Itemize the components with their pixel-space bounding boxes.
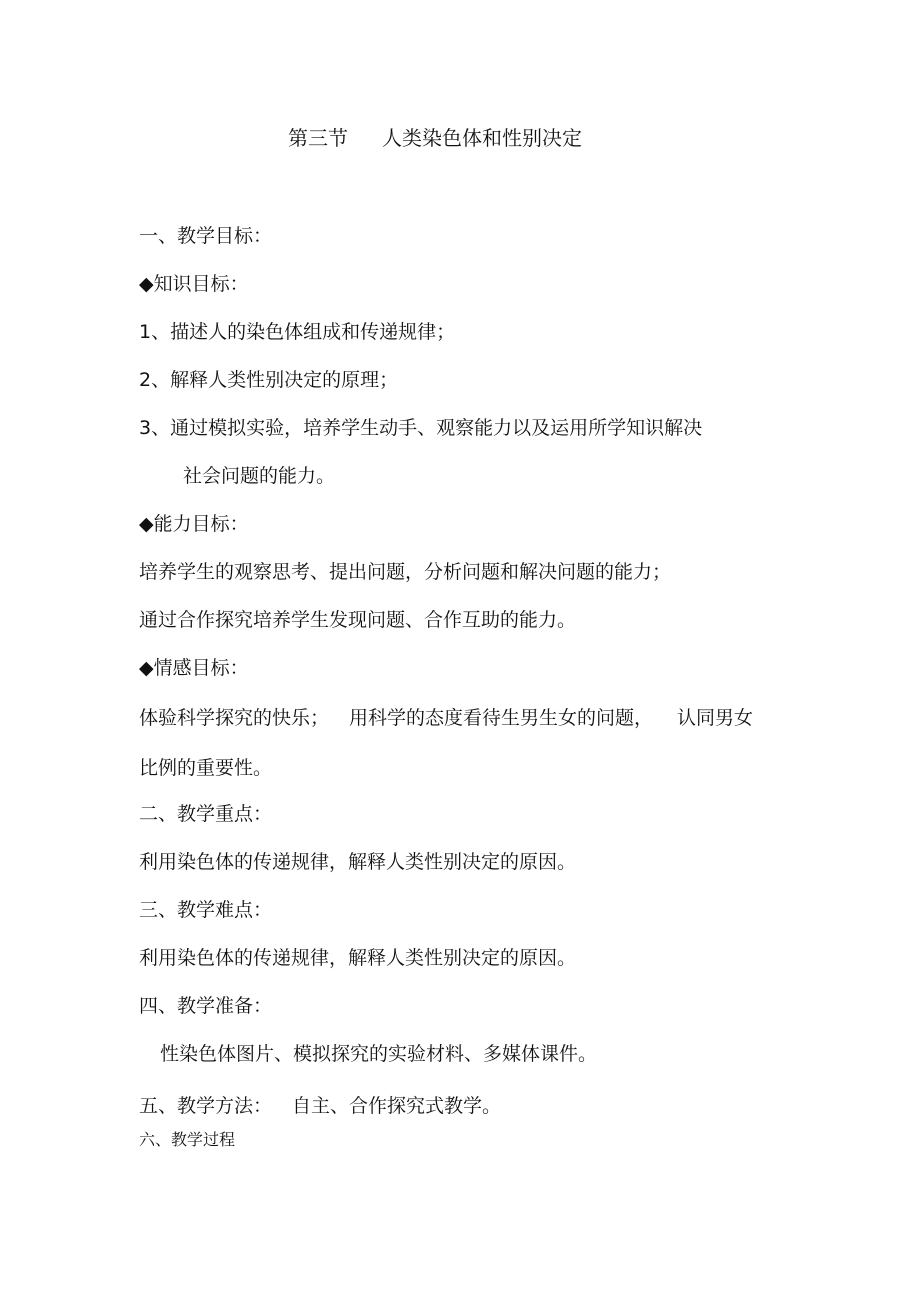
knowledge-objectives-heading: ◆知识目标： xyxy=(139,273,249,295)
objectives-heading: 一、教学目标： xyxy=(139,225,273,247)
section-number: 第三节 xyxy=(288,126,348,150)
ability-line-1: 培养学生的观察思考、提出问题，分析问题和解决问题的能力； xyxy=(139,561,672,583)
emotion-objectives-heading: ◆情感目标： xyxy=(139,657,249,679)
methods-line xyxy=(139,1094,501,1118)
preparation-heading: 四、教学准备： xyxy=(139,995,273,1017)
difficulties-text: 利用染色体的传递规律，解释人类性别决定的原因。 xyxy=(139,947,577,969)
knowledge-item-2: 2、解释人类性别决定的原理； xyxy=(139,369,399,391)
emotion-line-1 xyxy=(139,706,753,730)
key-points-text: 利用染色体的传递规律，解释人类性别决定的原因。 xyxy=(139,851,577,873)
emotion-part-2: 用科学的态度看待生男生女的问题， xyxy=(349,707,654,729)
emotion-line-2: 比例的重要性。 xyxy=(139,757,273,779)
page-title xyxy=(288,125,582,151)
preparation-text: 性染色体图片、模拟探究的实验材料、多媒体课件。 xyxy=(160,1043,598,1065)
difficulties-heading: 三、教学难点： xyxy=(139,899,273,921)
emotion-part-1: 体验科学探究的快乐； xyxy=(139,707,330,729)
knowledge-item-1: 1、描述人的染色体组成和传递规律； xyxy=(139,321,456,343)
process-heading: 六、教学过程 xyxy=(139,1130,236,1149)
methods-text: 自主、合作探究式教学。 xyxy=(292,1095,502,1117)
key-points-heading: 二、教学重点： xyxy=(139,803,273,825)
methods-heading: 五、教学方法： xyxy=(139,1095,273,1117)
knowledge-item-3: 3、通过模拟实验，培养学生动手、观察能力以及运用所学知识解决 xyxy=(139,417,703,439)
knowledge-item-3-continued: 社会问题的能力。 xyxy=(183,465,336,487)
section-topic: 人类染色体和性别决定 xyxy=(382,126,582,150)
ability-line-2: 通过合作探究培养学生发现问题、合作互助的能力。 xyxy=(139,609,577,631)
emotion-part-3: 认同男女 xyxy=(677,707,754,729)
ability-objectives-heading: ◆能力目标： xyxy=(139,513,249,535)
